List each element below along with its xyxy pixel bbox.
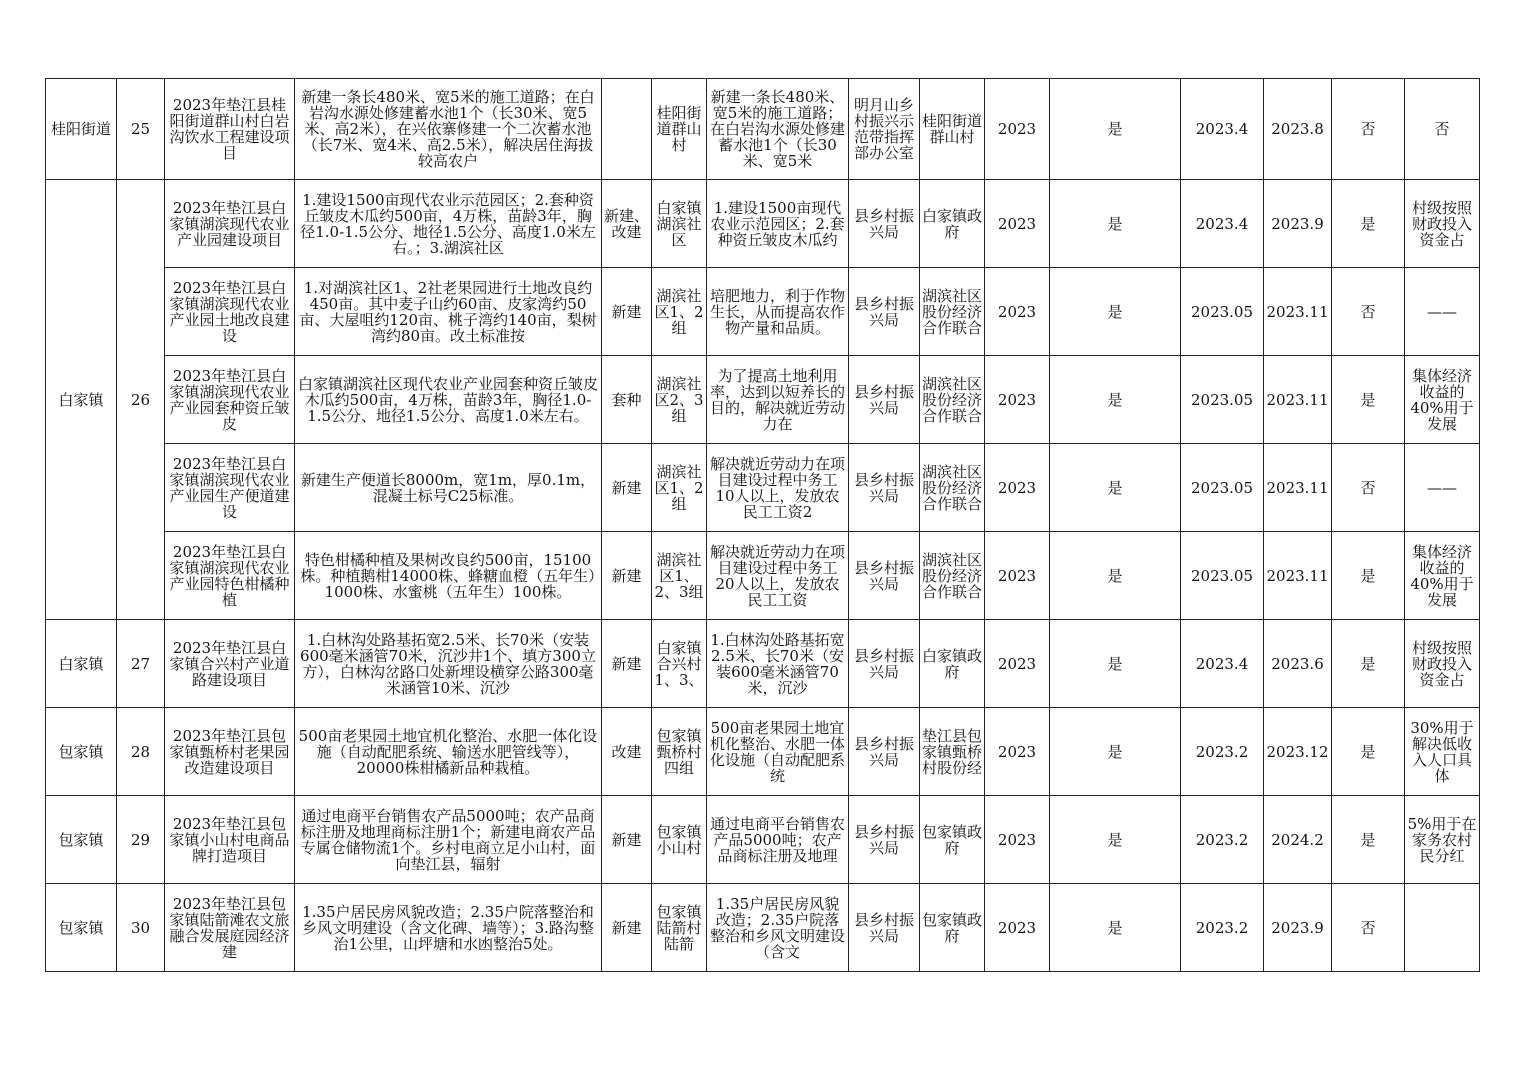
note-cell: —— [1405, 268, 1480, 356]
location-cell [652, 79, 707, 180]
flag-cell: 是 [1050, 268, 1181, 356]
implementing-unit: 包家镇政府 [922, 911, 982, 944]
end-date-cell: 2023.11 [1264, 268, 1332, 356]
table-row [46, 796, 1480, 884]
year-cell: 2023 [985, 620, 1050, 708]
location-cell [652, 180, 707, 268]
dept-cell [849, 268, 920, 356]
end-date-cell: 2024.2 [1264, 796, 1332, 884]
type-cell: 新建 [602, 796, 652, 884]
project-location: 桂阳街道群山村 [656, 105, 702, 153]
asset-cell: 是 [1332, 796, 1405, 884]
flag-cell: 是 [1050, 884, 1181, 972]
project-number-cell: 29 [117, 796, 165, 884]
dept-cell [849, 620, 920, 708]
location-cell [652, 796, 707, 884]
project-name: 2023年垫江县白家镇湖滨现代农业产业园特色柑橘种植 [169, 543, 290, 608]
project-number-cell: 30 [117, 884, 165, 972]
content-cell [295, 708, 602, 796]
dept-cell [849, 796, 920, 884]
project-content: 新建生产便道长8000m，宽1m，厚0.1m，混凝土标号C25标准。 [300, 471, 596, 504]
project-name-cell [165, 532, 295, 620]
year-cell: 2023 [985, 444, 1050, 532]
table-row [46, 884, 1480, 972]
type-cell: 新建 [602, 620, 652, 708]
start-date-cell: 2023.2 [1181, 884, 1264, 972]
start-date-cell: 2023.4 [1181, 180, 1264, 268]
type-cell: 新建 [602, 444, 652, 532]
project-content: 500亩老果园土地宜机化整治、水肥一体化设施（自动配肥系统、输送水肥管线等），20000株柑橘新品种栽植。 [298, 727, 598, 776]
year-cell: 2023 [985, 796, 1050, 884]
project-name-cell [165, 180, 295, 268]
dept-cell [849, 708, 920, 796]
location-cell [652, 356, 707, 444]
asset-cell: 是 [1332, 620, 1405, 708]
implementing-unit: 湖滨社区股份经济合作联合 [922, 287, 982, 336]
project-name: 2023年垫江县白家镇湖滨现代农业产业园生产便道建设 [169, 455, 290, 520]
department: 县乡村振兴局 [853, 823, 914, 856]
table-row [46, 620, 1480, 708]
table-row [46, 79, 1480, 180]
flag-cell: 是 [1050, 180, 1181, 268]
year-cell: 2023 [985, 268, 1050, 356]
goal-cell [707, 796, 849, 884]
project-goal: 1.白林沟处路基拓宽2.5米、长70米（安装600毫米涵管70米，沉沙 [710, 631, 845, 696]
project-goal: 500亩老果园土地宜机化整治、水肥一体化设施（自动配肥系统 [709, 719, 845, 784]
project-goal: 为了提高土地利用率，达到以短养长的目的，解决就近劳动力在 [709, 367, 845, 432]
town-cell: 包家镇 [46, 796, 117, 884]
dept-cell [849, 180, 920, 268]
project-name: 2023年垫江县白家镇湖滨现代农业产业园土地改良建设 [169, 279, 290, 344]
project-location: 包家镇陆箭村陆箭 [656, 903, 702, 952]
town-cell: 包家镇 [46, 708, 117, 796]
project-content: 新建一条长480米、宽5米的施工道路；在白岩沟水源处修建蓄水池1个（长30米、宽5米、高2米），在兴依寨修建一个二次蓄水池（长7米、宽4米、高2.5米），解决居住海拔较高农户 [301, 89, 595, 169]
project-location: 包家镇甄桥村四组 [656, 727, 702, 776]
project-goal: 通过电商平台销售农产品5000吨；农产品商标注册及地理 [709, 815, 845, 864]
note-cell [1405, 884, 1480, 972]
year-cell: 2023 [985, 532, 1050, 620]
project-number-cell: 25 [117, 79, 165, 180]
type-cell: 新建 [602, 532, 652, 620]
project-name-cell [165, 708, 295, 796]
project-name: 2023年垫江县白家镇合兴村产业道路建设项目 [169, 639, 290, 688]
project-number-cell: 26 [117, 180, 165, 620]
goal-cell [707, 180, 849, 268]
project-location: 湖滨社区2、3组 [654, 375, 704, 424]
end-date-cell: 2023.6 [1264, 620, 1332, 708]
flag-cell: 是 [1050, 444, 1181, 532]
note-cell [1405, 180, 1480, 268]
department: 明月山乡村振兴示范带指挥部办公室 [853, 97, 914, 161]
unit-cell [920, 356, 985, 444]
goal-cell [707, 356, 849, 444]
note-cell [1405, 708, 1480, 796]
goal-cell [707, 444, 849, 532]
project-location: 包家镇小山村 [656, 823, 702, 856]
note-cell: 否 [1405, 79, 1480, 180]
asset-cell: 否 [1332, 444, 1405, 532]
end-date-cell: 2023.12 [1264, 708, 1332, 796]
start-date-cell: 2023.2 [1181, 708, 1264, 796]
goal-cell [707, 708, 849, 796]
department: 县乡村振兴局 [853, 911, 914, 944]
content-cell [295, 356, 602, 444]
goal-cell [707, 884, 849, 972]
project-location: 湖滨社区1、2组 [654, 463, 704, 512]
dept-cell [849, 356, 920, 444]
unit-cell [920, 796, 985, 884]
project-name: 2023年垫江县包家镇甄桥村老果园改造建设项目 [169, 727, 290, 776]
start-date-cell: 2023.05 [1181, 268, 1264, 356]
note-cell [1405, 620, 1480, 708]
flag-cell: 是 [1050, 796, 1181, 884]
town-cell: 桂阳街道 [46, 79, 117, 180]
implementing-unit: 湖滨社区股份经济合作联合 [922, 551, 982, 600]
project-name-cell [165, 884, 295, 972]
note-cell [1405, 532, 1480, 620]
start-date-cell: 2023.05 [1181, 444, 1264, 532]
location-cell [652, 620, 707, 708]
type-cell [602, 180, 652, 268]
unit-cell [920, 532, 985, 620]
implementing-unit: 垫江县包家镇甄桥村股份经 [922, 727, 982, 776]
project-goal: 培肥地力，利于作物生长，从而提高农作物产量和品质。 [709, 287, 845, 336]
asset-cell: 是 [1332, 180, 1405, 268]
project-table [45, 78, 1480, 972]
year-cell: 2023 [985, 180, 1050, 268]
implementing-unit: 湖滨社区股份经济合作联合 [922, 375, 982, 424]
goal-cell [707, 268, 849, 356]
table-row [46, 356, 1480, 444]
location-cell [652, 268, 707, 356]
project-goal: 新建一条长480米、宽5米的施工道路；在白岩沟水源处修建蓄水池1个（长30米、宽5米 [709, 89, 845, 169]
project-name: 2023年垫江县包家镇小山村电商品牌打造项目 [169, 815, 290, 864]
project-location: 白家镇湖滨社区 [656, 199, 702, 248]
department: 县乡村振兴局 [853, 559, 914, 592]
implementing-unit: 白家镇政府 [922, 647, 982, 680]
project-name: 2023年垫江县包家镇陆箭滩农文旅融合发展庭园经济建 [169, 895, 290, 960]
department: 县乡村振兴局 [853, 647, 914, 680]
town-cell: 包家镇 [46, 884, 117, 972]
year-cell: 2023 [985, 708, 1050, 796]
unit-cell [920, 180, 985, 268]
note-cell [1405, 356, 1480, 444]
type-cell: 新建 [602, 884, 652, 972]
project-location: 湖滨社区1、2组 [654, 287, 704, 336]
flag-cell: 是 [1050, 532, 1181, 620]
project-name-cell [165, 268, 295, 356]
project-location: 白家镇合兴村1、3、 [654, 639, 704, 688]
construction-type: 新建、改建 [604, 207, 649, 240]
dept-cell [849, 532, 920, 620]
type-cell: 套种 [602, 356, 652, 444]
project-name: 2023年垫江县白家镇湖滨现代农业产业园套种资丘皱皮 [169, 367, 290, 432]
content-cell [295, 79, 602, 180]
content-cell [295, 180, 602, 268]
location-cell [652, 444, 707, 532]
asset-cell: 是 [1332, 532, 1405, 620]
project-number-cell: 28 [117, 708, 165, 796]
department: 县乡村振兴局 [853, 383, 914, 416]
note-cell: —— [1405, 444, 1480, 532]
content-cell [295, 796, 602, 884]
unit-cell [920, 620, 985, 708]
start-date-cell: 2023.05 [1181, 356, 1264, 444]
asset-cell: 是 [1332, 356, 1405, 444]
project-content: 特色柑橘种植及果树改良约500亩，15100株。种植鹅柑14000株、蜂糖血橙（五年生）1000株、水蜜桃（五年生）100株。 [300, 551, 596, 600]
flag-cell: 是 [1050, 356, 1181, 444]
project-content: 1.35户居民房风貌改造；2.35户院落整治和乡风文明建设（含文化碑、墙等）；3.路沟整治1公里，山坪塘和水凼整治5处。 [302, 903, 594, 952]
implementing-unit: 桂阳街道群山村 [922, 113, 982, 145]
asset-cell: 否 [1332, 268, 1405, 356]
project-name-cell [165, 620, 295, 708]
end-date-cell: 2023.11 [1264, 444, 1332, 532]
project-name: 2023年垫江县桂阳街道群山村白岩沟饮水工程建设项目 [169, 97, 290, 161]
note: 集体经济收益的40%用于发展 [1410, 543, 1474, 608]
project-name-cell [165, 444, 295, 532]
note: 村级按照财政投入资金占 [1411, 639, 1472, 688]
start-date-cell: 2023.05 [1181, 532, 1264, 620]
unit-cell [920, 708, 985, 796]
department: 县乡村振兴局 [853, 471, 914, 504]
project-goal: 1.建设1500亩现代农业示范园区；2.套种资丘皱皮木瓜约 [710, 199, 845, 248]
goal-cell [707, 620, 849, 708]
content-cell [295, 620, 602, 708]
project-name-cell [165, 356, 295, 444]
flag-cell: 是 [1050, 79, 1181, 180]
project-content: 通过电商平台销售农产品5000吨；农产品商标注册及地理商标注册1个；新建电商农产品专属仓储物流1个。乡村电商立足小山村，面向垫江县，辐射 [300, 807, 596, 872]
table-row [46, 532, 1480, 620]
department: 县乡村振兴局 [853, 295, 914, 328]
end-date-cell: 2023.9 [1264, 180, 1332, 268]
end-date-cell: 2023.8 [1264, 79, 1332, 180]
table-row [46, 444, 1480, 532]
content-cell [295, 268, 602, 356]
content-cell [295, 884, 602, 972]
content-cell [295, 532, 602, 620]
unit-cell [920, 268, 985, 356]
project-content: 白家镇湖滨社区现代农业产业园套种资丘皱皮木瓜约500亩，4万株，苗龄3年，胸径1.0-1.5公分、地径1.5公分、高度1.0米左右。 [297, 375, 598, 424]
project-name-cell [165, 79, 295, 180]
table-row [46, 268, 1480, 356]
end-date-cell: 2023.11 [1264, 532, 1332, 620]
asset-cell: 否 [1332, 79, 1405, 180]
note: 5%用于在家务农村民分红 [1407, 815, 1477, 864]
project-goal: 1.35户居民房风貌改造；2.35户院落整治和乡风文明建设（含文 [709, 895, 845, 960]
dept-cell [849, 79, 920, 180]
flag-cell: 是 [1050, 708, 1181, 796]
department: 县乡村振兴局 [853, 207, 914, 240]
start-date-cell: 2023.4 [1181, 79, 1264, 180]
start-date-cell: 2023.2 [1181, 796, 1264, 884]
implementing-unit: 包家镇政府 [922, 823, 982, 856]
goal-cell [707, 79, 849, 180]
year-cell: 2023 [985, 79, 1050, 180]
town-cell: 白家镇 [46, 620, 117, 708]
location-cell [652, 884, 707, 972]
project-number-cell: 27 [117, 620, 165, 708]
note: 村级按照财政投入资金占 [1411, 199, 1472, 248]
location-cell [652, 708, 707, 796]
dept-cell [849, 884, 920, 972]
asset-cell: 是 [1332, 708, 1405, 796]
project-location: 湖滨社区1、2、3组 [654, 551, 704, 600]
dept-cell [849, 444, 920, 532]
project-content: 1.建设1500亩现代农业示范园区；2.套种资丘皱皮木瓜约500亩，4万株，苗龄3年，胸径1.0-1.5公分、地径1.5公分、高度1.0米左右。；3.湖滨社区 [300, 191, 596, 256]
end-date-cell: 2023.11 [1264, 356, 1332, 444]
implementing-unit: 湖滨社区股份经济合作联合 [922, 463, 982, 512]
table-row [46, 180, 1480, 268]
unit-cell [920, 884, 985, 972]
type-cell [602, 79, 652, 180]
unit-cell [920, 79, 985, 180]
project-name-cell [165, 796, 295, 884]
department: 县乡村振兴局 [853, 735, 914, 768]
start-date-cell: 2023.4 [1181, 620, 1264, 708]
project-content: 1.对湖滨社区1、2社老果园进行土地改良约450亩。其中麦子山约60亩、皮家湾约50亩、大屋咀约120亩、桃子湾约140亩，梨树湾约80亩。改土标准按 [299, 279, 597, 344]
project-goal: 解决就近劳动力在项目建设过程中务工10人以上，发放农民工工资2 [709, 455, 845, 520]
year-cell: 2023 [985, 356, 1050, 444]
project-content: 1.白林沟处路基拓宽2.5米、长70米（安装600毫米涵管70米，沉沙井1个、填方300立方），白林沟岔路口处新埋设横穿公路300毫米涵管10米、沉沙 [300, 631, 596, 696]
table-row [46, 708, 1480, 796]
location-cell [652, 532, 707, 620]
project-goal: 解决就近劳动力在项目建设过程中务工20人以上，发放农民工工资 [709, 543, 845, 608]
asset-cell: 否 [1332, 884, 1405, 972]
goal-cell [707, 532, 849, 620]
unit-cell [920, 444, 985, 532]
flag-cell: 是 [1050, 620, 1181, 708]
year-cell: 2023 [985, 884, 1050, 972]
note: 30%用于解决低收入人口具体 [1410, 719, 1474, 784]
implementing-unit: 白家镇政府 [922, 207, 982, 240]
end-date-cell: 2023.9 [1264, 884, 1332, 972]
type-cell: 改建 [602, 708, 652, 796]
town-cell: 白家镇 [46, 180, 117, 620]
note: 集体经济收益的40%用于发展 [1410, 367, 1474, 432]
note-cell [1405, 796, 1480, 884]
project-name: 2023年垫江县白家镇湖滨现代农业产业园建设项目 [169, 199, 290, 248]
content-cell [295, 444, 602, 532]
type-cell: 新建 [602, 268, 652, 356]
